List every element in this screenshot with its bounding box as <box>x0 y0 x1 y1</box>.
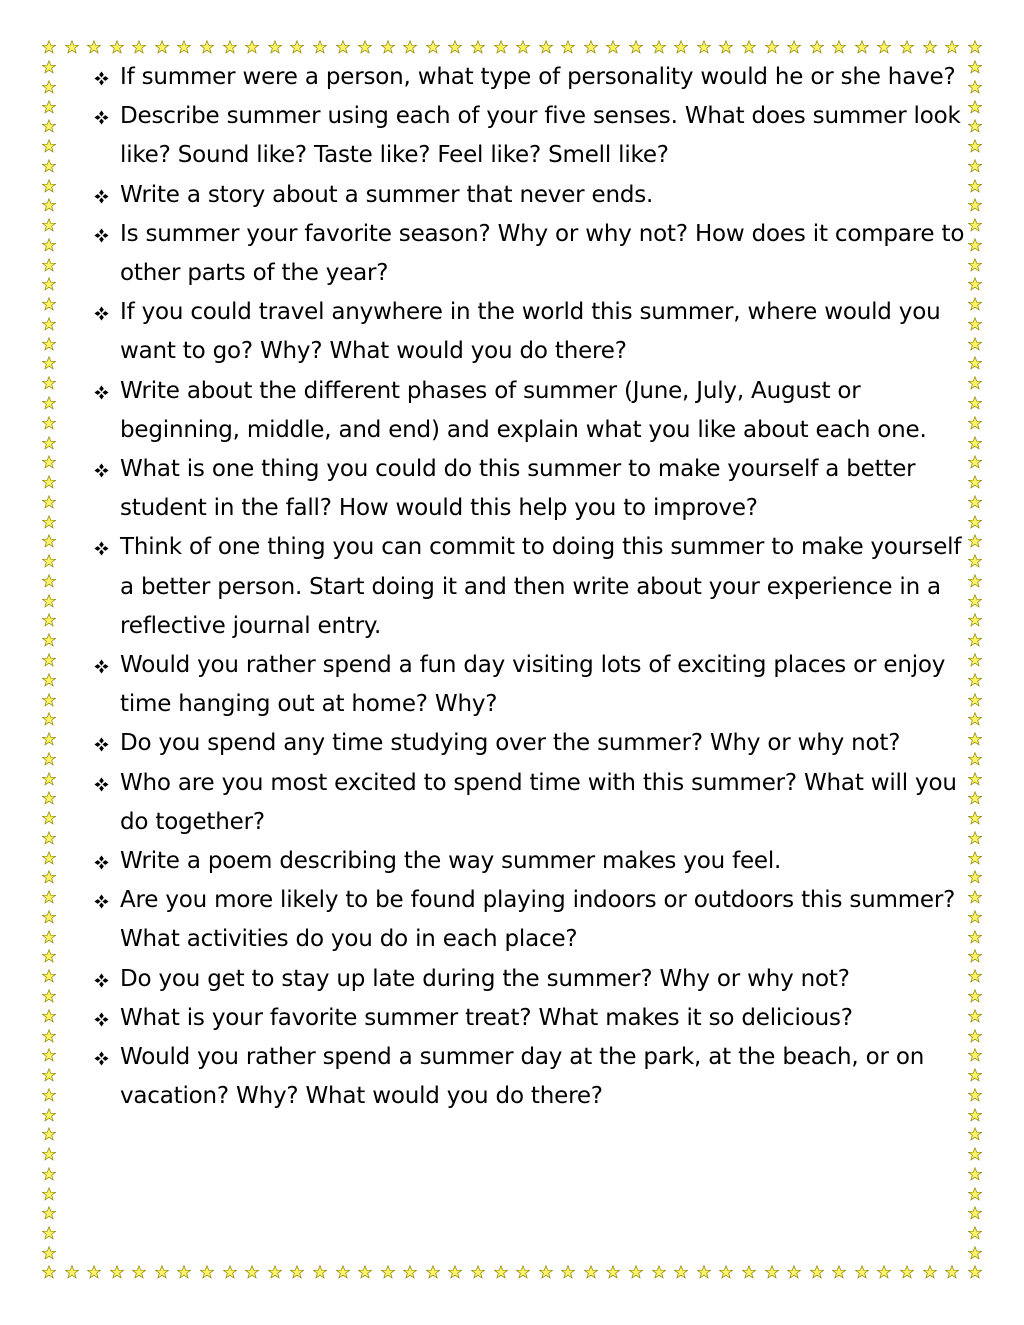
prompt-item <box>94 646 966 724</box>
star-icon <box>42 772 56 786</box>
star-icon <box>358 40 372 54</box>
star-icon <box>155 40 169 54</box>
four-diamond-bullet-icon <box>94 894 109 909</box>
star-icon <box>42 633 56 647</box>
star-icon <box>968 1127 982 1141</box>
prompt-text: Describe summer using each of your five senses. What does summer look like? Sound like? Taste like? Feel like? Smell like? <box>120 103 961 169</box>
star-icon <box>968 495 982 509</box>
star-icon <box>110 40 124 54</box>
star-icon <box>132 1265 146 1279</box>
star-icon <box>968 613 982 627</box>
star-icon <box>945 40 959 54</box>
prompt-text: Do you get to stay up late during the summer? Why or why not? <box>120 965 850 992</box>
star-icon <box>968 554 982 568</box>
star-icon <box>381 40 395 54</box>
star-icon <box>42 1108 56 1122</box>
star-icon <box>968 969 982 983</box>
star-icon <box>132 40 146 54</box>
star-icon <box>832 1265 846 1279</box>
star-icon <box>200 40 214 54</box>
prompt-item <box>94 97 966 175</box>
star-icon <box>606 1265 620 1279</box>
star-icon <box>968 356 982 370</box>
star-icon <box>42 969 56 983</box>
star-icon <box>403 40 417 54</box>
four-diamond-bullet-icon <box>94 1012 109 1027</box>
star-icon <box>968 851 982 865</box>
star-icon <box>584 40 598 54</box>
star-icon <box>42 1127 56 1141</box>
star-icon <box>652 40 666 54</box>
star-icon <box>87 1265 101 1279</box>
star-icon <box>968 198 982 212</box>
star-icon <box>42 515 56 529</box>
four-diamond-bullet-icon <box>94 189 109 204</box>
star-icon <box>719 1265 733 1279</box>
star-icon <box>968 673 982 687</box>
prompt-item <box>94 215 966 293</box>
star-icon <box>223 40 237 54</box>
star-icon <box>968 277 982 291</box>
star-icon <box>494 40 508 54</box>
prompt-item <box>94 881 966 959</box>
star-icon <box>42 475 56 489</box>
star-icon <box>42 495 56 509</box>
star-icon <box>42 218 56 232</box>
star-icon <box>42 989 56 1003</box>
star-icon <box>968 337 982 351</box>
prompt-text: Do you spend any time studying over the summer? Why or why not? <box>120 730 901 757</box>
star-icon <box>652 1265 666 1279</box>
star-icon <box>968 693 982 707</box>
star-icon <box>968 159 982 173</box>
star-icon <box>539 1265 553 1279</box>
star-icon <box>968 772 982 786</box>
star-icon <box>810 40 824 54</box>
star-icon <box>313 1265 327 1279</box>
star-icon <box>42 673 56 687</box>
star-icon <box>268 40 282 54</box>
star-icon <box>742 1265 756 1279</box>
star-icon <box>42 258 56 272</box>
star-icon <box>674 1265 688 1279</box>
prompt-item <box>94 1038 966 1116</box>
prompt-text: What is one thing you could do this summer to make yourself a better student in the fall? How would this help you to improve? <box>120 456 916 522</box>
star-icon <box>968 139 982 153</box>
star-icon <box>968 80 982 94</box>
star-icon <box>968 218 982 232</box>
star-icon <box>42 80 56 94</box>
star-icon <box>42 198 56 212</box>
star-border-left <box>42 60 56 1260</box>
star-icon <box>877 1265 891 1279</box>
star-icon <box>42 1206 56 1220</box>
star-icon <box>674 40 688 54</box>
prompt-text: Who are you most excited to spend time with this summer? What will you do together? <box>120 769 957 835</box>
star-icon <box>968 515 982 529</box>
four-diamond-bullet-icon <box>94 463 109 478</box>
star-icon <box>584 1265 598 1279</box>
star-icon <box>606 40 620 54</box>
star-icon <box>245 1265 259 1279</box>
star-icon <box>155 1265 169 1279</box>
star-icon <box>336 40 350 54</box>
star-icon <box>539 40 553 54</box>
star-icon <box>42 1009 56 1023</box>
four-diamond-bullet-icon <box>94 71 109 86</box>
star-icon <box>900 1265 914 1279</box>
prompt-item <box>94 450 966 528</box>
star-icon <box>110 1265 124 1279</box>
star-icon <box>42 613 56 627</box>
star-icon <box>177 40 191 54</box>
star-icon <box>42 455 56 469</box>
star-icon <box>381 1265 395 1279</box>
star-icon <box>923 1265 937 1279</box>
star-icon <box>742 40 756 54</box>
star-icon <box>968 574 982 588</box>
star-icon <box>968 1206 982 1220</box>
star-icon <box>855 1265 869 1279</box>
star-icon <box>832 40 846 54</box>
star-icon <box>968 376 982 390</box>
star-icon <box>42 910 56 924</box>
four-diamond-bullet-icon <box>94 659 109 674</box>
star-icon <box>561 1265 575 1279</box>
star-icon <box>968 317 982 331</box>
star-icon <box>426 1265 440 1279</box>
star-icon <box>968 179 982 193</box>
star-icon <box>561 40 575 54</box>
star-icon <box>42 712 56 726</box>
star-icon <box>42 436 56 450</box>
star-icon <box>968 1048 982 1062</box>
four-diamond-bullet-icon <box>94 541 109 556</box>
star-icon <box>945 1265 959 1279</box>
prompt-text: Write about the different phases of summer (June, July, August or beginning, middle, and end) and explain what you like about each one. <box>120 377 927 443</box>
prompt-item <box>94 960 966 999</box>
prompt-item <box>94 372 966 450</box>
star-icon <box>42 337 56 351</box>
star-icon <box>765 1265 779 1279</box>
star-icon <box>42 554 56 568</box>
star-icon <box>494 1265 508 1279</box>
star-icon <box>968 60 982 74</box>
star-icon <box>42 1167 56 1181</box>
prompt-item <box>94 724 966 763</box>
star-icon <box>42 534 56 548</box>
star-icon <box>719 40 733 54</box>
star-icon <box>968 791 982 805</box>
four-diamond-bullet-icon <box>94 1051 109 1066</box>
four-diamond-bullet-icon <box>94 855 109 870</box>
star-icon <box>42 356 56 370</box>
star-icon <box>42 159 56 173</box>
star-icon <box>968 258 982 272</box>
star-icon <box>968 1009 982 1023</box>
star-icon <box>697 40 711 54</box>
star-icon <box>516 1265 530 1279</box>
writing-prompt-list <box>94 58 966 1116</box>
star-icon <box>42 732 56 746</box>
star-icon <box>968 989 982 1003</box>
star-icon <box>42 277 56 291</box>
star-icon <box>42 396 56 410</box>
star-icon <box>968 811 982 825</box>
star-icon <box>42 40 56 54</box>
prompt-text: Would you rather spend a fun day visiting lots of exciting places or enjoy time hanging out at home? Why? <box>120 652 946 718</box>
star-icon <box>968 1265 982 1279</box>
star-border-right <box>968 60 982 1260</box>
star-icon <box>923 40 937 54</box>
star-icon <box>968 594 982 608</box>
star-icon <box>968 40 982 54</box>
star-icon <box>968 712 982 726</box>
star-icon <box>968 732 982 746</box>
prompt-text: Is summer your favorite season? Why or why not? How does it compare to other parts of the year? <box>120 220 965 287</box>
star-icon <box>968 455 982 469</box>
star-border-top <box>42 40 982 54</box>
star-icon <box>87 40 101 54</box>
star-icon <box>968 1108 982 1122</box>
star-icon <box>223 1265 237 1279</box>
star-icon <box>336 1265 350 1279</box>
star-icon <box>900 40 914 54</box>
star-icon <box>968 1068 982 1082</box>
star-icon <box>697 1265 711 1279</box>
star-icon <box>471 1265 485 1279</box>
star-icon <box>42 811 56 825</box>
star-icon <box>968 949 982 963</box>
four-diamond-bullet-icon <box>94 306 109 321</box>
star-icon <box>42 1088 56 1102</box>
prompt-text: Think of one thing you can commit to doing this summer to make yourself a better person. Start doing it and then write about your experience in a reflective journal entry. <box>120 534 962 639</box>
star-icon <box>42 238 56 252</box>
star-icon <box>65 1265 79 1279</box>
star-icon <box>42 653 56 667</box>
star-icon <box>629 40 643 54</box>
star-icon <box>968 436 982 450</box>
star-icon <box>42 890 56 904</box>
star-icon <box>968 396 982 410</box>
star-icon <box>42 752 56 766</box>
star-icon <box>765 40 779 54</box>
star-icon <box>42 179 56 193</box>
star-icon <box>42 1147 56 1161</box>
star-icon <box>42 574 56 588</box>
star-icon <box>42 870 56 884</box>
four-diamond-bullet-icon <box>94 737 109 752</box>
prompt-item <box>94 764 966 842</box>
prompt-item <box>94 528 966 646</box>
star-icon <box>42 60 56 74</box>
star-icon <box>629 1265 643 1279</box>
star-icon <box>42 831 56 845</box>
star-icon <box>358 1265 372 1279</box>
star-icon <box>968 1088 982 1102</box>
star-icon <box>787 1265 801 1279</box>
prompt-text: Write a story about a summer that never ends. <box>120 181 654 208</box>
star-icon <box>968 534 982 548</box>
star-icon <box>448 1265 462 1279</box>
star-icon <box>516 40 530 54</box>
star-icon <box>42 100 56 114</box>
star-icon <box>42 416 56 430</box>
star-icon <box>42 1029 56 1043</box>
four-diamond-bullet-icon <box>94 777 109 792</box>
star-icon <box>968 238 982 252</box>
prompt-text: If summer were a person, what type of personality would he or she have? <box>120 64 956 90</box>
star-icon <box>268 1265 282 1279</box>
star-icon <box>42 693 56 707</box>
star-icon <box>968 119 982 133</box>
star-icon <box>42 119 56 133</box>
star-icon <box>200 1265 214 1279</box>
star-icon <box>42 1187 56 1201</box>
star-icon <box>968 752 982 766</box>
four-diamond-bullet-icon <box>94 228 109 243</box>
prompt-text: Are you more likely to be found playing indoors or outdoors this summer? What activities do you do in each place? <box>120 887 956 953</box>
star-icon <box>471 40 485 54</box>
star-icon <box>42 139 56 153</box>
star-border-bottom <box>42 1265 982 1279</box>
star-icon <box>968 910 982 924</box>
star-icon <box>42 930 56 944</box>
prompt-text: If you could travel anywhere in the world this summer, where would you want to go? Why? What would you do there? <box>120 299 941 365</box>
star-icon <box>968 1226 982 1240</box>
star-icon <box>448 40 462 54</box>
star-icon <box>968 297 982 311</box>
star-icon <box>42 1246 56 1260</box>
prompt-text: Write a poem describing the way summer makes you feel. <box>120 848 782 875</box>
star-icon <box>42 1048 56 1062</box>
star-icon <box>968 1147 982 1161</box>
prompt-text: What is your favorite summer treat? What makes it so delicious? <box>120 1004 853 1031</box>
star-icon <box>42 594 56 608</box>
star-icon <box>968 1029 982 1043</box>
star-icon <box>426 40 440 54</box>
star-icon <box>313 40 327 54</box>
star-icon <box>810 1265 824 1279</box>
star-icon <box>968 416 982 430</box>
prompt-item <box>94 293 966 371</box>
star-icon <box>968 100 982 114</box>
star-icon <box>968 1187 982 1201</box>
prompt-item <box>94 176 966 215</box>
star-icon <box>42 317 56 331</box>
star-icon <box>245 40 259 54</box>
star-icon <box>42 1068 56 1082</box>
star-icon <box>855 40 869 54</box>
star-icon <box>403 1265 417 1279</box>
four-diamond-bullet-icon <box>94 973 109 988</box>
four-diamond-bullet-icon <box>94 110 109 125</box>
star-icon <box>968 890 982 904</box>
star-icon <box>968 1167 982 1181</box>
star-icon <box>42 1265 56 1279</box>
prompt-item <box>94 999 966 1038</box>
star-icon <box>968 870 982 884</box>
star-icon <box>968 653 982 667</box>
star-icon <box>968 475 982 489</box>
star-icon <box>42 791 56 805</box>
star-icon <box>290 40 304 54</box>
star-icon <box>787 40 801 54</box>
star-icon <box>968 930 982 944</box>
star-icon <box>177 1265 191 1279</box>
star-icon <box>42 851 56 865</box>
prompt-text: Would you rather spend a summer day at the park, at the beach, or on vacation? Why? What would you do there? <box>120 1044 925 1110</box>
prompt-item <box>94 58 966 97</box>
prompt-item <box>94 842 966 881</box>
star-icon <box>42 297 56 311</box>
star-icon <box>42 1226 56 1240</box>
star-icon <box>42 376 56 390</box>
star-icon <box>65 40 79 54</box>
star-icon <box>290 1265 304 1279</box>
star-icon <box>968 1246 982 1260</box>
star-icon <box>968 831 982 845</box>
star-icon <box>968 633 982 647</box>
star-icon <box>42 949 56 963</box>
four-diamond-bullet-icon <box>94 385 109 400</box>
star-icon <box>877 40 891 54</box>
